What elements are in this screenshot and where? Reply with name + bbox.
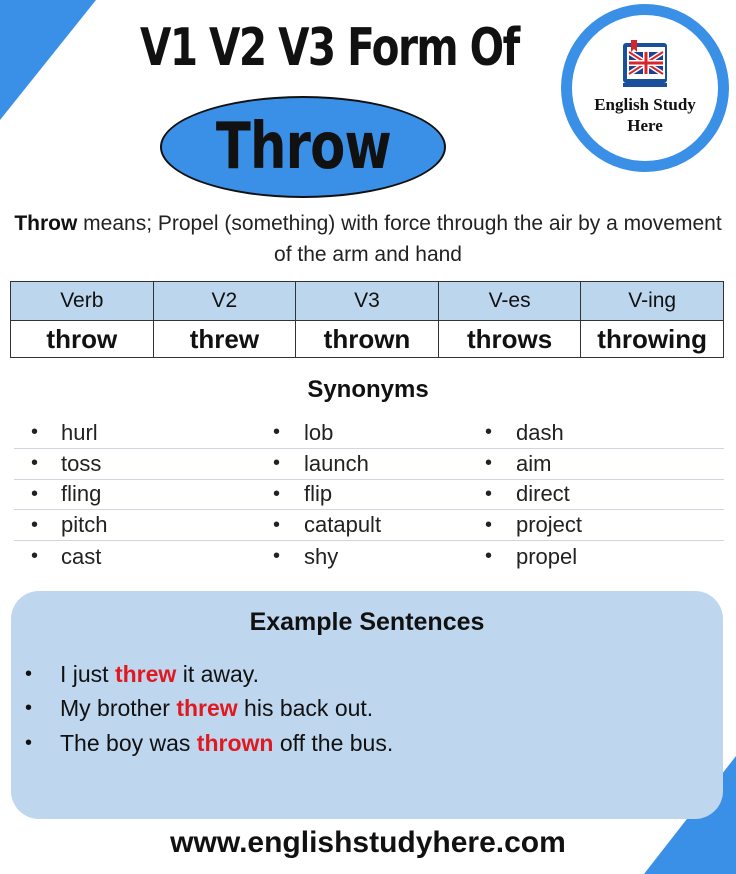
bullet-icon: • [273, 482, 281, 505]
bullet-icon: • [485, 513, 493, 536]
highlighted-verb: threw [176, 695, 238, 722]
definition-text: means; Propel (something) with force through the air by a movement of the arm and hand [77, 212, 722, 266]
sentence-end: his back out. [237, 695, 374, 722]
synonym-text: pitch [61, 512, 108, 538]
example-sentences-heading: Example Sentences [249, 608, 485, 636]
list-item [469, 544, 724, 570]
example-sentences-list [25, 657, 705, 761]
header-verb: Verb [11, 282, 154, 321]
footer-url[interactable]: www.englishstudyhere.com [170, 826, 566, 859]
synonym-text: launch [304, 450, 369, 476]
verb-forms-header-row [11, 282, 724, 321]
list-item [469, 481, 724, 507]
verb-title: Throw [215, 110, 391, 184]
synonym-text: fling [61, 481, 102, 507]
list-item [25, 726, 705, 761]
synonym-text: propel [516, 543, 578, 569]
synonyms-heading: Synonyms [307, 376, 429, 403]
synonym-row [14, 418, 724, 449]
list-item [14, 420, 257, 446]
header-v2: V2 [153, 282, 296, 321]
verb-forms-table [10, 281, 724, 358]
bullet-icon: • [485, 545, 493, 568]
list-item [25, 692, 705, 727]
value-verb: throw [11, 321, 154, 358]
bullet-icon: • [31, 452, 39, 475]
bullet-icon: • [25, 697, 33, 720]
verb-forms-value-row [11, 321, 724, 358]
example-sentence [60, 661, 259, 688]
sentence-end: off the bus. [273, 729, 394, 756]
bullet-icon: • [273, 452, 281, 475]
list-item [25, 657, 705, 692]
value-v-ing: throwing [581, 321, 724, 358]
synonym-text: hurl [61, 419, 98, 445]
list-item [257, 420, 469, 446]
book-with-uk-flag-icon [619, 40, 671, 90]
synonym-text: project [516, 512, 583, 538]
synonym-text: dash [516, 419, 564, 445]
sentence-start: I just [60, 660, 115, 687]
example-sentence [60, 730, 393, 757]
definition-word: Throw [14, 212, 78, 235]
example-sentences-box [11, 591, 723, 819]
logo-line-1: English Study [594, 95, 696, 114]
logo-inner [572, 15, 718, 161]
logo-line-2: Here [627, 116, 663, 135]
list-item [14, 544, 257, 570]
bullet-icon: • [485, 482, 493, 505]
synonym-text: direct [516, 481, 570, 507]
header-v-ing: V-ing [581, 282, 724, 321]
list-item [257, 512, 469, 538]
site-logo [561, 4, 729, 172]
list-item [257, 481, 469, 507]
synonyms-list [14, 418, 724, 572]
verb-badge [160, 96, 446, 198]
list-item [257, 544, 469, 570]
bullet-icon: • [485, 421, 493, 444]
bullet-icon: • [273, 545, 281, 568]
value-v2: threw [153, 321, 296, 358]
bullet-icon: • [31, 482, 39, 505]
highlighted-verb: threw [114, 660, 177, 687]
example-sentence [60, 695, 373, 722]
highlighted-verb: thrown [196, 729, 274, 756]
list-item [14, 451, 257, 477]
synonym-text: flip [304, 481, 333, 507]
synonym-text: cast [61, 543, 102, 569]
bullet-icon: • [25, 731, 33, 754]
list-item [469, 512, 724, 538]
definition [14, 208, 722, 270]
list-item [469, 451, 724, 477]
value-v3: thrown [296, 321, 439, 358]
bullet-icon: • [273, 513, 281, 536]
page-title: V1 V2 V3 Form Of [140, 18, 519, 78]
list-item [469, 420, 724, 446]
list-item [257, 451, 469, 477]
bullet-icon: • [273, 421, 281, 444]
synonym-row [14, 480, 724, 511]
synonym-text: shy [304, 543, 339, 569]
bullet-icon: • [31, 545, 39, 568]
header-v-es: V-es [438, 282, 581, 321]
synonym-row [14, 449, 724, 480]
bullet-icon: • [31, 421, 39, 444]
synonym-text: aim [516, 450, 552, 476]
synonym-text: catapult [304, 512, 382, 538]
synonym-row [14, 510, 724, 541]
synonym-text: lob [304, 419, 334, 445]
sentence-start: The boy was [60, 729, 197, 756]
sentence-end: it away. [176, 660, 259, 687]
bullet-icon: • [31, 513, 39, 536]
value-v-es: throws [438, 321, 581, 358]
synonym-text: toss [61, 450, 102, 476]
logo-text [594, 94, 696, 136]
sentence-start: My brother [60, 695, 177, 722]
top-left-corner-decoration [0, 0, 96, 120]
bullet-icon: • [485, 452, 493, 475]
header-v3: V3 [296, 282, 439, 321]
synonym-row [14, 541, 724, 572]
list-item [14, 512, 257, 538]
list-item [14, 481, 257, 507]
bullet-icon: • [25, 662, 33, 685]
